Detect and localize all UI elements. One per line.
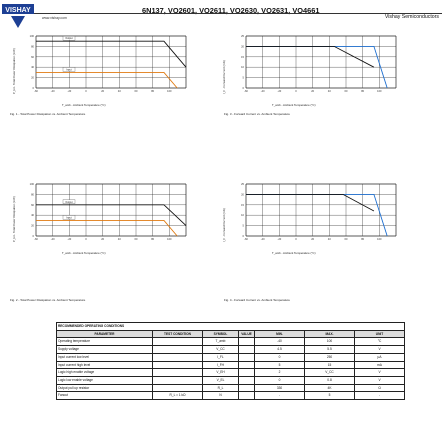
table-cell: V	[355, 346, 405, 354]
table-cell: mA	[355, 361, 405, 369]
chart-fig2-ylabel: P_tot - Total Power Dissipation (mW)	[12, 196, 16, 242]
y-tick-label: 10	[241, 214, 244, 218]
x-tick-label: -60	[34, 90, 38, 93]
y-tick-label: 15	[241, 203, 244, 207]
x-tick-label: 40	[327, 90, 331, 93]
x-tick-label: 40	[117, 238, 121, 241]
table-cell: Supply voltage	[57, 346, 153, 354]
x-tick-label: -40	[260, 90, 265, 93]
table-cell	[153, 346, 203, 354]
table-cell: Input current low level	[57, 353, 153, 361]
x-tick-label: -20	[67, 238, 72, 241]
series-line	[246, 194, 374, 211]
chart-fig3-xlabel: T_amb - Ambient Temperature (°C)	[272, 103, 316, 107]
table-cell	[153, 369, 203, 377]
y-tick-label: 25	[241, 35, 244, 38]
table-cell: µA	[355, 353, 405, 361]
table-cell: Input current high level	[57, 361, 153, 369]
website[interactable]: www.vishay.com	[42, 16, 67, 20]
table-cell: V_EH	[203, 369, 239, 377]
x-tick-label: 0	[295, 90, 297, 93]
header-rule	[34, 13, 442, 14]
vishay-logo-text: VISHAY	[5, 7, 31, 14]
x-tick-label: 20	[101, 238, 105, 241]
table-cell	[153, 361, 203, 369]
series-label: Input	[66, 216, 72, 220]
y-tick-label: 60	[31, 55, 34, 59]
y-tick-label: 0	[242, 87, 244, 90]
x-tick-label: 80	[151, 90, 155, 93]
table-cell: 330	[255, 384, 305, 392]
y-tick-label: 40	[31, 214, 34, 218]
x-tick-label: 100	[377, 238, 382, 241]
table-cell: Ω	[355, 384, 405, 392]
chart-fig3-caption: Fig. 3 - Forward Current vs. Ambient Temperature	[224, 112, 290, 116]
y-tick-label: 60	[31, 203, 34, 207]
table-cell: V_EL	[203, 376, 239, 384]
x-tick-label: 100	[167, 90, 172, 93]
x-tick-label: 100	[167, 238, 172, 241]
table-cell: 5	[255, 361, 305, 369]
table-body	[57, 338, 405, 400]
chart-fig2-xlabel: T_amb - Ambient Temperature (°C)	[62, 251, 106, 255]
table-row	[57, 384, 405, 392]
table-cell: 0.8	[305, 376, 355, 384]
series-label: Output	[65, 37, 73, 41]
table-cell	[239, 384, 255, 392]
y-tick-label: 25	[241, 183, 244, 186]
part-numbers: 6N137, VO2601, VO2611, VO2630, VO2631, VO4661	[142, 6, 320, 15]
chart-fig1-caption: Fig. 1 - Total Power Dissipation vs. Ambient Temperature	[10, 112, 86, 116]
x-tick-label: -40	[50, 90, 55, 93]
table-row	[57, 392, 405, 400]
table-cell: I_FL	[203, 353, 239, 361]
table-header-row	[57, 330, 405, 338]
chart-fig4-xlabel: T_amb - Ambient Temperature (°C)	[272, 251, 316, 255]
chart-fig4-plot	[224, 182, 406, 246]
table-cell	[239, 338, 255, 346]
table-cell: 5	[305, 392, 355, 400]
col-parameter: PARAMETER	[57, 330, 153, 338]
col-symbol: SYMBOL	[203, 330, 239, 338]
x-tick-label: 60	[344, 90, 348, 93]
table-cell: 5.5	[305, 346, 355, 354]
chart-fig2-plot	[14, 182, 196, 246]
col-test-condition: TEST CONDITION	[153, 330, 203, 338]
table-row	[57, 369, 405, 377]
chart-fig2	[12, 182, 196, 255]
table-cell: Fanout	[57, 392, 153, 400]
x-tick-label: -60	[244, 90, 248, 93]
x-tick-label: 80	[361, 90, 365, 93]
col-max: MAX.	[305, 330, 355, 338]
x-tick-label: 20	[311, 90, 315, 93]
table-cell	[153, 384, 203, 392]
table-row	[57, 376, 405, 384]
table-cell	[239, 392, 255, 400]
table-cell: 4.5	[255, 346, 305, 354]
x-tick-label: -20	[277, 238, 282, 241]
series-line	[36, 72, 177, 88]
table-cell: N	[203, 392, 239, 400]
y-tick-label: 100	[29, 35, 34, 38]
table-cell: I_FH	[203, 361, 239, 369]
recommended-operating-conditions-table	[56, 322, 405, 400]
col-unit: UNIT	[355, 330, 405, 338]
table-cell: 250	[305, 353, 355, 361]
x-tick-label: -40	[260, 238, 265, 241]
x-tick-label: 80	[151, 238, 155, 241]
x-tick-label: 20	[311, 238, 315, 241]
y-tick-label: 0	[242, 235, 244, 238]
x-tick-label: 60	[134, 238, 138, 241]
table-cell: V_CC	[305, 369, 355, 377]
chart-fig3	[222, 34, 406, 107]
table-row	[57, 338, 405, 346]
table-cell: 100	[305, 338, 355, 346]
x-tick-label: 60	[344, 238, 348, 241]
table-cell: R_L	[203, 384, 239, 392]
table-cell: V	[355, 369, 405, 377]
x-tick-label: -60	[34, 238, 38, 241]
chart-fig4	[222, 182, 406, 255]
y-tick-label: 15	[241, 55, 244, 59]
table-title: RECOMMENDED OPERATING CONDITIONS	[57, 323, 405, 331]
chart-fig3-plot	[224, 34, 406, 98]
table-cell: 4K	[305, 384, 355, 392]
x-tick-label: -60	[244, 238, 248, 241]
table-cell	[239, 346, 255, 354]
table-cell: -	[255, 392, 305, 400]
chart-fig1-xlabel: T_amb - Ambient Temperature (°C)	[62, 103, 106, 107]
y-tick-label: 5	[242, 76, 244, 80]
table-cell	[153, 338, 203, 346]
chart-fig1	[12, 34, 196, 107]
table-cell: Logic low enable voltage	[57, 376, 153, 384]
y-tick-label: 0	[32, 87, 34, 90]
series-line	[36, 41, 186, 67]
table-cell: R_L = 1 kΩ	[153, 392, 203, 400]
chart-fig4-ylabel: I_F - Forward Current (mA)	[222, 208, 226, 242]
x-tick-label: 60	[134, 90, 138, 93]
table-cell: 15	[305, 361, 355, 369]
x-tick-label: -20	[277, 90, 282, 93]
chart-fig1-ylabel: P_tot - Total Power Dissipation (mW)	[12, 48, 16, 94]
table-cell: -	[355, 392, 405, 400]
table-cell: 2	[255, 369, 305, 377]
chart-fig3-ylabel: I_F - Forward Current (mA)	[222, 60, 226, 94]
table-cell: -40	[255, 338, 305, 346]
table-row	[57, 361, 405, 369]
table-cell	[239, 353, 255, 361]
chart-fig1-plot	[14, 34, 196, 98]
x-tick-label: 40	[327, 238, 331, 241]
x-tick-label: 40	[117, 90, 121, 93]
vishay-logo	[2, 4, 34, 30]
series-line	[36, 220, 177, 236]
table-cell: Operating temperature	[57, 338, 153, 346]
series-label: Output	[65, 200, 73, 204]
y-tick-label: 20	[241, 45, 244, 49]
table-row	[57, 353, 405, 361]
table-cell: Logic high enable voltage	[57, 369, 153, 377]
chart-fig4-caption: Fig. 4 - Forward Current vs. Ambient Temperature	[224, 298, 290, 302]
x-tick-label: 80	[361, 238, 365, 241]
col-value: VALUE	[239, 330, 255, 338]
y-tick-label: 0	[32, 235, 34, 238]
table-cell	[239, 369, 255, 377]
table-cell	[239, 361, 255, 369]
table-cell: °C	[355, 338, 405, 346]
x-tick-label: -20	[67, 90, 72, 93]
y-tick-label: 100	[29, 183, 34, 186]
table-cell: V_CC	[203, 346, 239, 354]
x-tick-label: -40	[50, 238, 55, 241]
table-cell: T_amb	[203, 338, 239, 346]
y-tick-label: 80	[31, 45, 34, 49]
y-tick-label: 10	[241, 66, 244, 70]
x-tick-label: 100	[377, 90, 382, 93]
x-tick-label: 0	[85, 90, 87, 93]
table-cell	[153, 376, 203, 384]
y-tick-label: 20	[31, 224, 34, 228]
series-label: Input	[66, 68, 72, 72]
y-tick-label: 80	[31, 193, 34, 197]
table-cell: 0	[255, 376, 305, 384]
table-cell	[239, 376, 255, 384]
y-tick-label: 5	[242, 224, 244, 228]
table-cell	[153, 353, 203, 361]
table-cell: 0	[255, 353, 305, 361]
table-row	[57, 346, 405, 354]
y-tick-label: 40	[31, 66, 34, 70]
col-min: MIN.	[255, 330, 305, 338]
chart-fig2-caption: Fig. 2 - Total Power Dissipation vs. Ambient Temperature	[10, 298, 86, 302]
x-tick-label: 0	[295, 238, 297, 241]
y-tick-label: 20	[241, 193, 244, 197]
x-tick-label: 0	[85, 238, 87, 241]
table-cell: Output pull up resistor	[57, 384, 153, 392]
company-name: Vishay Semiconductors	[384, 14, 439, 20]
x-tick-label: 20	[101, 90, 105, 93]
table-cell: V	[355, 376, 405, 384]
y-tick-label: 20	[31, 76, 34, 80]
